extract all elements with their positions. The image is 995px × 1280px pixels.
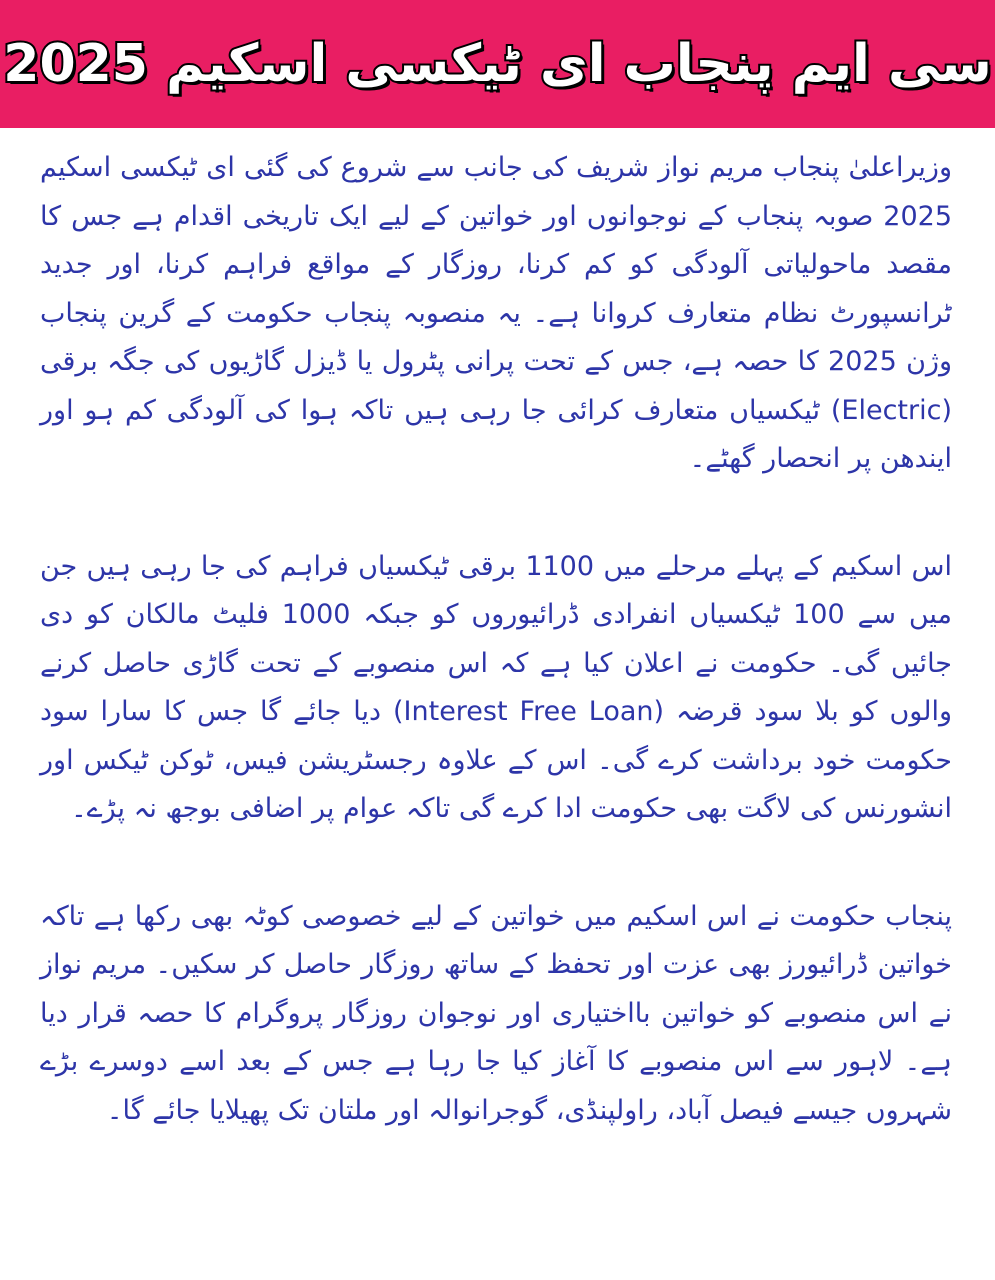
page-title: سی ایم پنجاب ای ٹیکسی اسکیم 2025 <box>3 34 992 94</box>
article-paragraph-3: پنجاب حکومت نے اس اسکیم میں خواتین کے لیے خصوصی کوٹہ بھی رکھا ہے تاکہ خواتین ڈرائیورز بھی عزت اور تحفظ کے ساتھ روزگار حاصل کر سکیں۔ مریم نواز نے اس منصوبے کو خواتین بااختیاری اور نوجوان روزگار پروگرام کا حصہ قرار دیا ہے۔ لاہور سے اس منصوبے کا آغاز کیا جا رہا ہے جس کے بعد اسے دوسرے بڑے شہروں جیسے فیصل آباد، راولپنڈی، گوجرانوالہ اور ملتان تک پھیلایا جائے گا۔ <box>40 900 952 1126</box>
article-paragraph-1: وزیراعلیٰ پنجاب مریم نواز شریف کی جانب سے شروع کی گئی ای ٹیکسی اسکیم 2025 صوبہ پنجاب کے نوجوانوں اور خواتین کے لیے ایک تاریخی اقدام ہے جس کا مقصد ماحولیاتی آلودگی کو کم کرنا، روزگار کے مواقع فراہم کرنا، اور جدید ٹرانسپورٹ نظام متعارف کروانا ہے۔ یہ منصوبہ پنجاب حکومت کے گرین پنجاب وژن 2025 کا حصہ ہے، جس کے تحت پرانی پٹرول یا ڈیزل گاڑیوں کی جگہ برقی (Electric) ٹیکسیاں متعارف کرائی جا رہی ہیں تاکہ ہوا کی آلودگی کم ہو اور ایندھن پر انحصار گھٹے۔ <box>40 152 952 474</box>
title-banner <box>0 0 995 128</box>
article-paragraph-2: اس اسکیم کے پہلے مرحلے میں 1100 برقی ٹیکسیاں فراہم کی جا رہی ہیں جن میں سے 100 ٹیکسیاں انفرادی ڈرائیوروں کو جبکہ 1000 فلیٹ مالکان کو دی جائیں گی۔ حکومت نے اعلان کیا ہے کہ اس منصوبے کے تحت گاڑی حاصل کرنے والوں کو بلا سود قرضہ (Interest Free Loan) دیا جائے گا جس کا سارا سود حکومت خود برداشت کرے گی۔ اس کے علاوہ رجسٹریشن فیس، ٹوکن ٹیکس اور انشورنس کی لاگت بھی حکومت ادا کرے گی تاکہ عوام پر اضافی بوجھ نہ پڑے۔ <box>40 550 952 824</box>
article-body <box>40 144 952 1135</box>
